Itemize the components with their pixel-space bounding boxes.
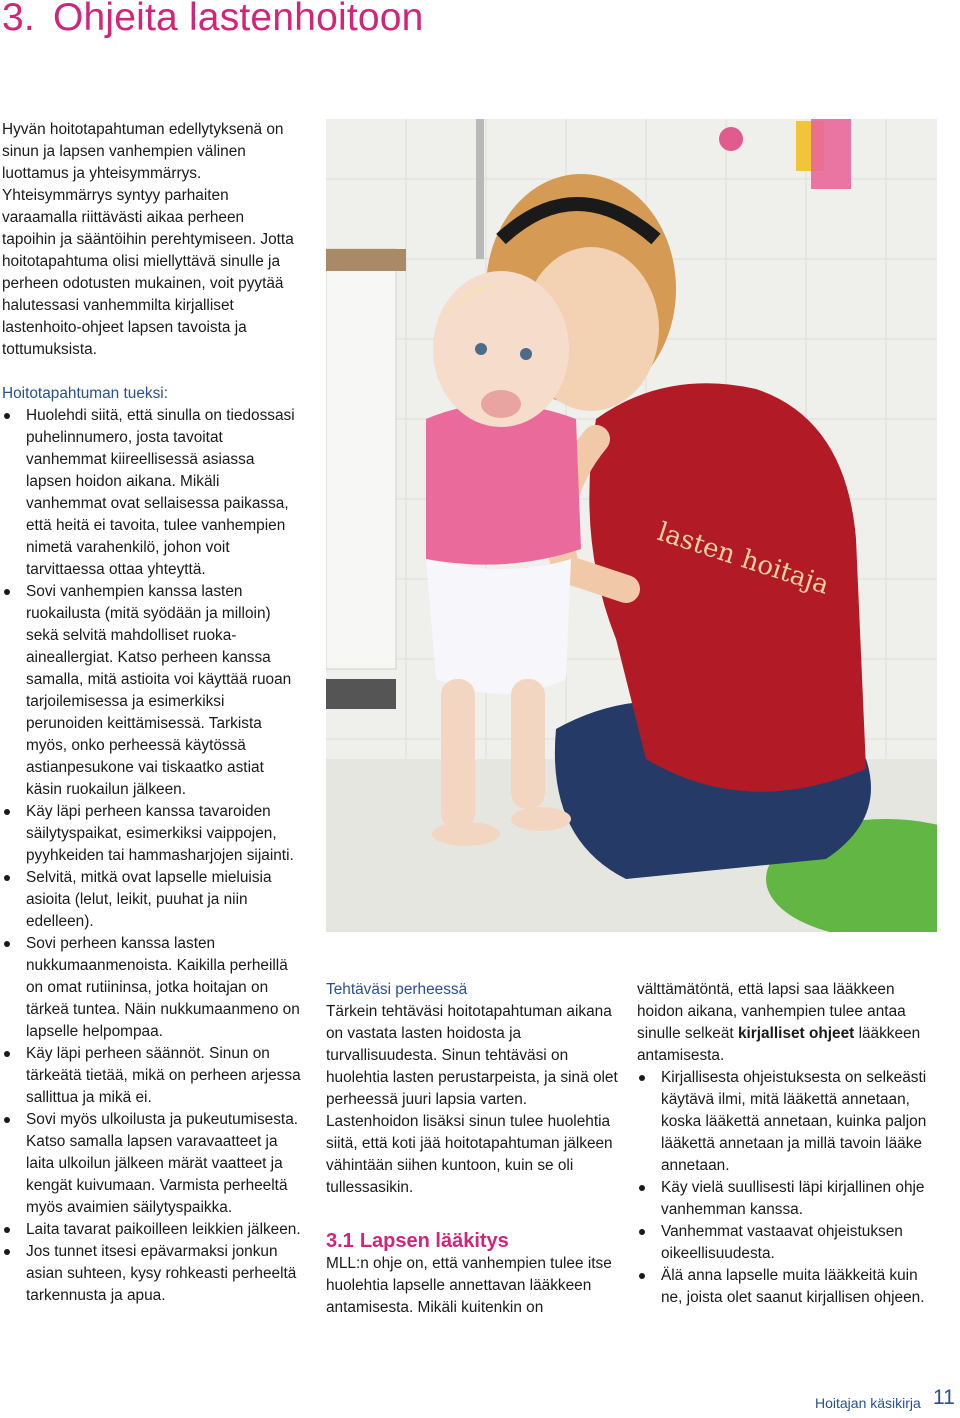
list-item: Jos tunnet itsesi epävarmaksi jonkun asian suhteen, kysy rohkeasti perheeltä tarkennusta ja apua. (2, 1241, 302, 1307)
list-item: Sovi perheen kanssa lasten nukkumaanmenoista. Kaikilla perheillä on omat rutiininsa, jotka hoitajan on tärkeä tuntea. Näin nukkumaanmeno on lapselle helpompaa. (2, 933, 302, 1043)
list-item: Sovi vanhempien kanssa lasten ruokailusta (mitä syödään ja milloin) sekä selvitä mahdolliset ruoka-aineallergiat. Katso perheen kanssa samalla, mitä astioita voi käyttää ruoan tarjoilemisessa ja esimerkiksi perunoiden keittämisessä. Tarkista myös, onko perheessä käytössä astianpesukone vai tiskaatko astiat käsin ruokailun jälkeen. (2, 581, 302, 801)
list-item: Käy läpi perheen säännöt. Sinun on tärkeätä tietää, mikä on perheen arjessa sallittua ja mikä ei. (2, 1043, 302, 1109)
written-instructions-emphasis: kirjalliset ohjeet (737, 1025, 855, 1042)
duties-paragraph: Tärkein tehtäväsi hoitotapahtuman aikana on vastata lasten hoidosta ja turvallisuudesta. Sinun tehtäväsi on huolehtia lasten perustarpeista, ja sinä olet perheessä juuri lapsia varten. Lastenhoidon lisäksi sinun tulee huolehtia siitä, että koti jää hoitotapahtuman jälkeen vähintään siihen kuntoon, kuin se oli tullessasikin. (326, 1003, 618, 1196)
shirt-print: lasten hoitaja (653, 517, 833, 601)
list-item: Laita tavarat paikoilleen leikkien jälkeen. (2, 1219, 302, 1241)
list-item: Huolehdi siitä, että sinulla on tiedossasi puhelinnumero, josta tavoitat vanhemmat kiireellisessä asiassa lapsen hoidon aikana. Mikäli vanhemmat ovat sellaisessa paikassa, että heitä ei tavoita, tulee vanhempien nimetä varahenkilö, johon voit tarvittaessa ottaa yhteyttä. (2, 405, 302, 581)
medication-continued-paragraph: välttämätöntä, että lapsi saa lääkkeen hoidon aikana, vanhempien tulee antaa sinulle selkeät kirjalliset ohjeet lääkkeen antamisesta. (637, 981, 921, 1064)
intro-paragraph: Hyvän hoitotapahtuman edellytyksenä on sinun ja lapsen vanhempien välinen luottamus ja yhteisymmärrys. Yhteisymmärrys syntyy parhaiten varaamalla riittävästi aikaa perheen tapoihin ja sääntöihin perehtymiseen. Jotta hoitotapahtuma olisi miellyttävä sinulle ja perheen odotusten mukainen, voit pyytää halutessasi vanhemmilta kirjalliset lastenhoito-ohjeet lapsen tavoista ja tottumuksista. (2, 121, 294, 358)
medication-paragraph: MLL:n ohje on, että vanhempien tulee itse huolehtia lapselle annettavan lääkkeen antamisesta. Mikäli kuitenkin on (326, 1255, 612, 1316)
left-column (2, 119, 302, 1307)
list-item: Selvitä, mitkä ovat lapselle mieluisia asioita (lelut, leikit, puuhat ja niin edelleen). (2, 867, 302, 933)
section-title: Lapsen lääkitys (359, 1230, 509, 1252)
list-item: Käy läpi perheen kanssa tavaroiden säilytyspaikat, esimerkiksi vaippojen, pyyhkeiden tai hammasharjojen sijainti. (2, 801, 302, 867)
middle-column (326, 979, 618, 1319)
list-item: Sovi myös ulkoilusta ja pukeutumisesta. Katso samalla lapsen varavaatteet ja laita ulkoilun jälkeen märät vaatteet ja kengät kuivumaan. Varmista perheeltä myös avaimien säilytyspaikka. (2, 1109, 302, 1219)
support-list (2, 405, 302, 1307)
section-number: 3.1 (326, 1230, 354, 1252)
support-subheading: Hoitotapahtuman tueksi: (2, 385, 168, 402)
footer-label: Hoitajan käsikirja (815, 1395, 921, 1411)
section-heading (326, 1229, 618, 1253)
list-item: Kirjallisesta ohjeistuksesta on selkeästi käytävä ilmi, mitä lääkettä annetaan, koska lääkettä annetaan, kuinka paljon lääkettä annetaan ja millä tavoin lääke annetaan. (637, 1067, 937, 1177)
list-item: Vanhemmat vastaavat ohjeistuksen oikeellisuudesta. (637, 1221, 937, 1265)
page-title (2, 0, 424, 40)
right-column (637, 979, 937, 1309)
list-item: Älä anna lapselle muita lääkkeitä kuin ne, joista olet saanut kirjallisen ohjeen. (637, 1265, 937, 1309)
page-number: 11 (933, 1386, 955, 1409)
chapter-title: Ohjeita lastenhoitoon (52, 0, 424, 39)
babysitter-photo (326, 119, 937, 932)
list-item: Käy vielä suullisesti läpi kirjallinen ohje vanhemman kanssa. (637, 1177, 937, 1221)
chapter-number: 3. (2, 0, 35, 39)
duties-subheading: Tehtäväsi perheessä (326, 981, 468, 998)
medication-list (637, 1067, 937, 1309)
